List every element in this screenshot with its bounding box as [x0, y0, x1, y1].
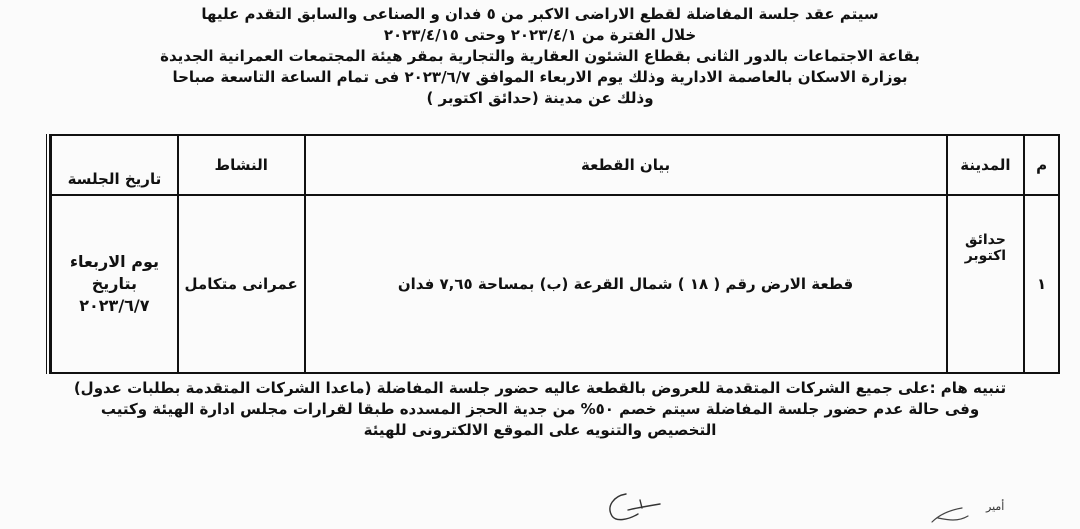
- cell-city: حدائق اكتوبر: [947, 195, 1025, 373]
- header-date: تاريخ الجلسة: [51, 135, 178, 195]
- header-line: بوزارة الاسكان بالعاصمة الادارية وذلك يوم الاربعاء الموافق ٢٠٢٣/٦/٧ فى تمام الساعة التاسعة صباحا: [172, 68, 908, 86]
- header-plot: بيان القطعة: [305, 135, 947, 195]
- signature-mark: [598, 486, 668, 526]
- header-city: المدينة: [947, 135, 1025, 195]
- date-line: يوم الاربعاء: [69, 252, 159, 271]
- date-line: ٢٠٢٣/٦/٧: [79, 296, 150, 315]
- signature-scribble: [928, 492, 978, 528]
- announcement-header: [0, 0, 1080, 109]
- table-header-row: [51, 135, 1059, 195]
- notice-line: وفى حالة عدم حضور جلسة المفاضلة سيتم خصم ٥٠% من جدية الحجز المسدده طبقا لقرارات مجلس ادارة الهيئة وكتيب: [100, 400, 980, 418]
- date-line: بتاريخ: [91, 274, 138, 293]
- header-num: م: [1024, 135, 1059, 195]
- cell-date: [51, 195, 178, 373]
- header-line: وذلك عن مدينة (حدائق اكتوبر ): [426, 89, 654, 107]
- signature-text: أمير: [986, 500, 1005, 513]
- cell-plot: قطعة الارض رقم ( ١٨ ) شمال القرعة (ب) بمساحة ٧,٦٥ فدان: [305, 195, 947, 373]
- header-activity: النشاط: [178, 135, 305, 195]
- auction-table-wrapper: [46, 134, 1060, 374]
- table-row: [51, 195, 1059, 373]
- important-notice: [0, 378, 1080, 441]
- notice-line: التخصيص والتنويه على الموقع الالكترونى للهيئة: [363, 421, 717, 439]
- header-line: سيتم عقد جلسة المفاضلة لقطع الاراضى الاكبر من ٥ فدان و الصناعى والسابق التقدم عليها: [201, 5, 879, 23]
- notice-line: تنبيه هام :على جميع الشركات المتقدمة للعروض بالقطعة عاليه حضور جلسة المفاضلة (ماعدا الشركات المتقدمة بطلبات عدول): [73, 379, 1007, 397]
- cell-num: ١: [1024, 195, 1059, 373]
- cell-activity: عمرانى متكامل: [178, 195, 305, 373]
- auction-table: [50, 134, 1060, 374]
- header-line: خلال الفترة من ٢٠٢٣/٤/١ وحتى ٢٠٢٣/٤/١٥: [383, 26, 697, 44]
- header-line: بقاعة الاجتماعات بالدور الثانى بقطاع الشئون العقارية والتجارية بمقر هيئة المجتمعات العمرانية الجديدة: [160, 47, 920, 65]
